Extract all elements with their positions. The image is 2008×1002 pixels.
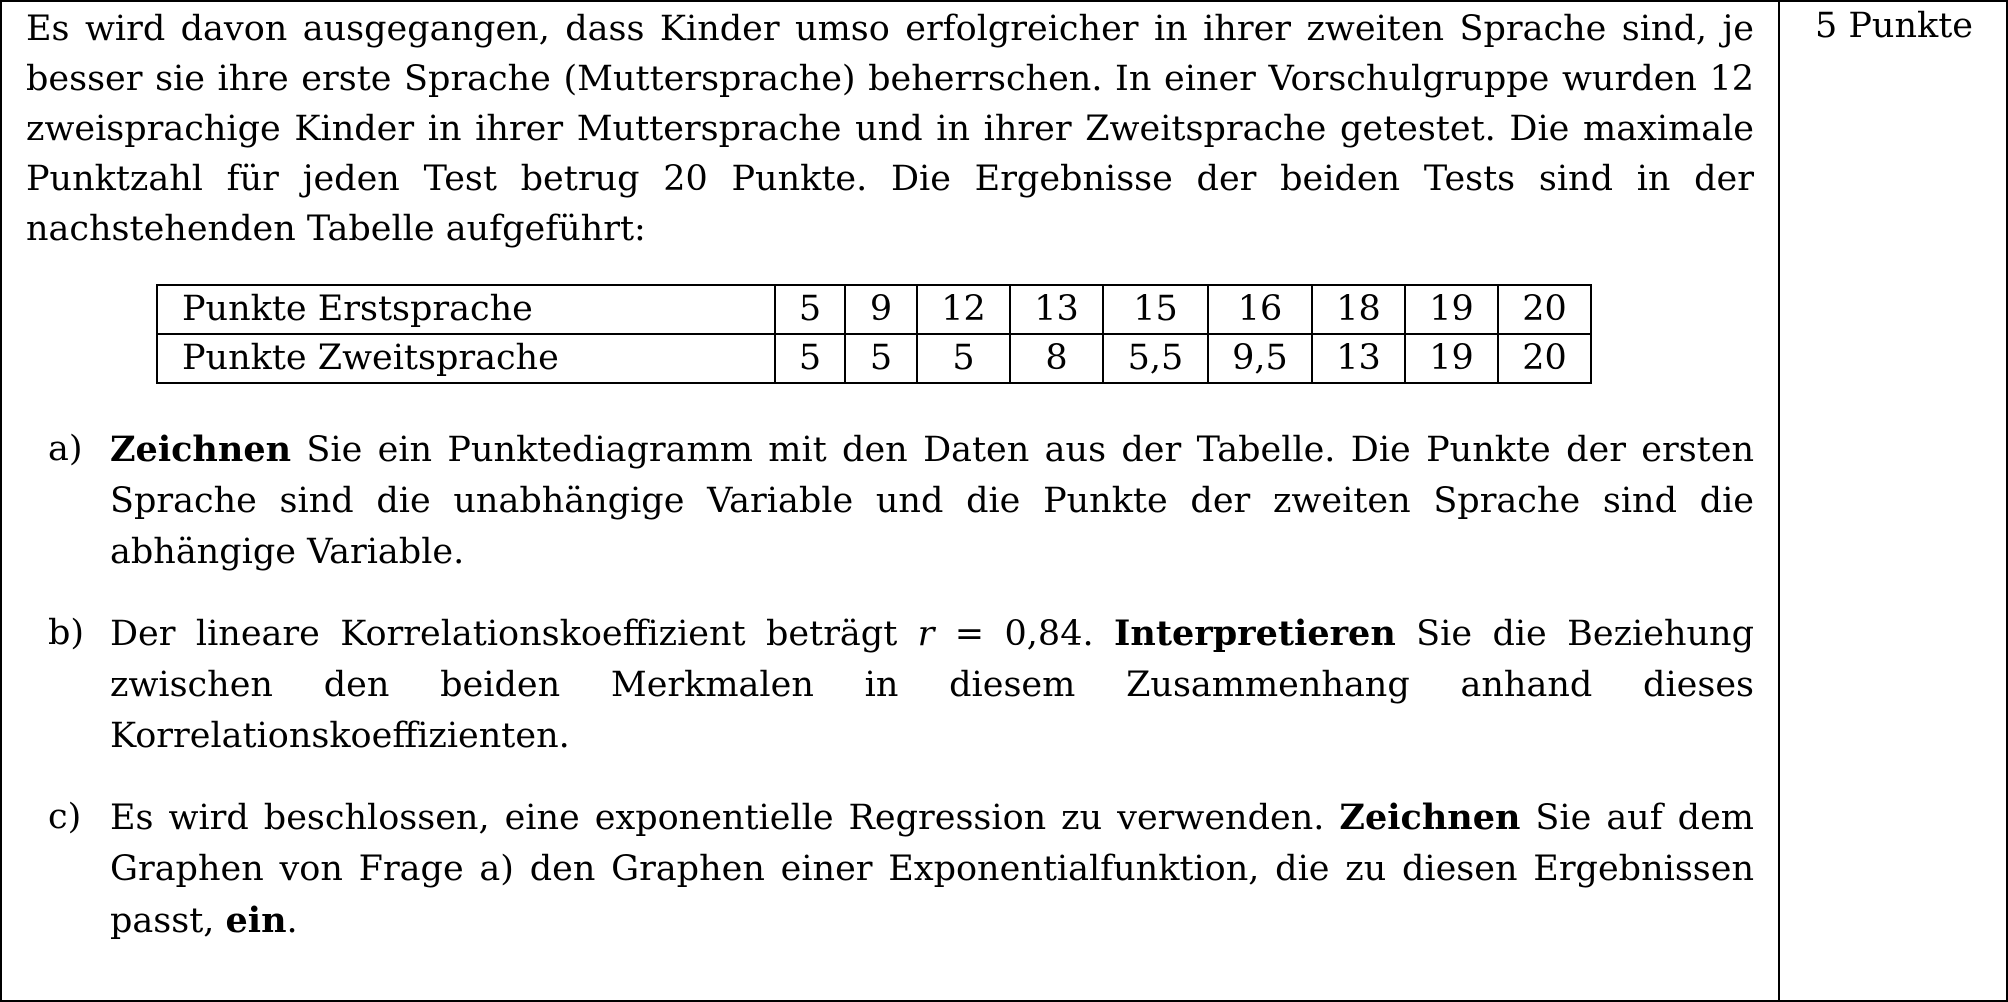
question-c: [26, 792, 1754, 947]
table-row: [157, 334, 1591, 383]
table-cell: 20: [1498, 334, 1591, 383]
operator-verb: ein: [225, 900, 287, 941]
question-label: a): [48, 429, 83, 469]
intro-text: Es wird davon ausgegangen, dass Kinder umso erfolgreicher in ihrer zweiten Sprache sind, je besser sie ihre erste Sprache (Muttersprache) beherrschen. In einer Vorschulgruppe wurden 12 zweisprachige Kinder in ihrer Muttersprache und in ihrer Zweitsprache getestet. Die maximale Punktzahl für jeden Test betrug 20 Punkte. Die Ergebnisse der beiden Tests sind in der nachstehenden Tabelle aufgeführt:: [26, 9, 1754, 249]
math-variable: r: [917, 614, 935, 654]
table-cell: 5: [845, 334, 917, 383]
table-cell: 16: [1208, 285, 1312, 334]
question-text: Sie auf dem Graphen von Frage a) den Graphen einer Exponentialfunktion, die zu diesen Ergebnissen passt,: [110, 798, 1754, 941]
question-a: [26, 424, 1754, 578]
question-text: .: [286, 901, 298, 941]
task-content: [26, 4, 1754, 947]
points-label: 5 Punkte: [1814, 6, 1973, 46]
question-text: Es wird beschlossen, eine exponentielle Regression zu verwenden.: [110, 798, 1340, 838]
math-expression: = 0,84.: [934, 614, 1094, 654]
table-cell: 13: [1312, 334, 1405, 383]
row-label: Punkte Erstsprache: [157, 285, 775, 334]
table-cell: 9: [845, 285, 917, 334]
table-cell: 19: [1405, 285, 1498, 334]
question-label: c): [48, 797, 82, 837]
operator-verb: Zeichnen: [1339, 797, 1521, 838]
question-text: Sie die Beziehung zwischen den beiden Merkmalen in diesem Zusammenhang anhand dieses Korrelationskoeffizienten.: [110, 614, 1754, 756]
table-cell: 20: [1498, 285, 1591, 334]
table-cell: 13: [1010, 285, 1103, 334]
table-cell: 12: [917, 285, 1010, 334]
table-cell: 5,5: [1103, 334, 1208, 383]
data-table: [156, 284, 1592, 384]
row-label: Punkte Zweitsprache: [157, 334, 775, 383]
question-text: Der lineare Korrelationskoeffizient beträgt: [110, 614, 918, 654]
table-cell: 8: [1010, 334, 1103, 383]
operator-verb: Zeichnen: [110, 429, 292, 470]
table-cell: 15: [1103, 285, 1208, 334]
question-text: Sie ein Punktediagramm mit den Daten aus der Tabelle. Die Punkte der ersten Sprache sind die unabhängige Variable und die Punkte der zweiten Sprache sind die abhängige Variable.: [110, 430, 1754, 572]
table-cell: 18: [1312, 285, 1405, 334]
question-b: [26, 608, 1754, 762]
data-table-wrap: [156, 284, 1754, 384]
table-cell: 5: [775, 334, 845, 383]
column-divider: [1778, 0, 1780, 1002]
table-cell: 5: [917, 334, 1010, 383]
table-cell: 9,5: [1208, 334, 1312, 383]
table-cell: 5: [775, 285, 845, 334]
operator-verb: Interpretieren: [1114, 613, 1396, 654]
question-label: b): [48, 613, 85, 653]
table-row: [157, 285, 1591, 334]
table-cell: 19: [1405, 334, 1498, 383]
